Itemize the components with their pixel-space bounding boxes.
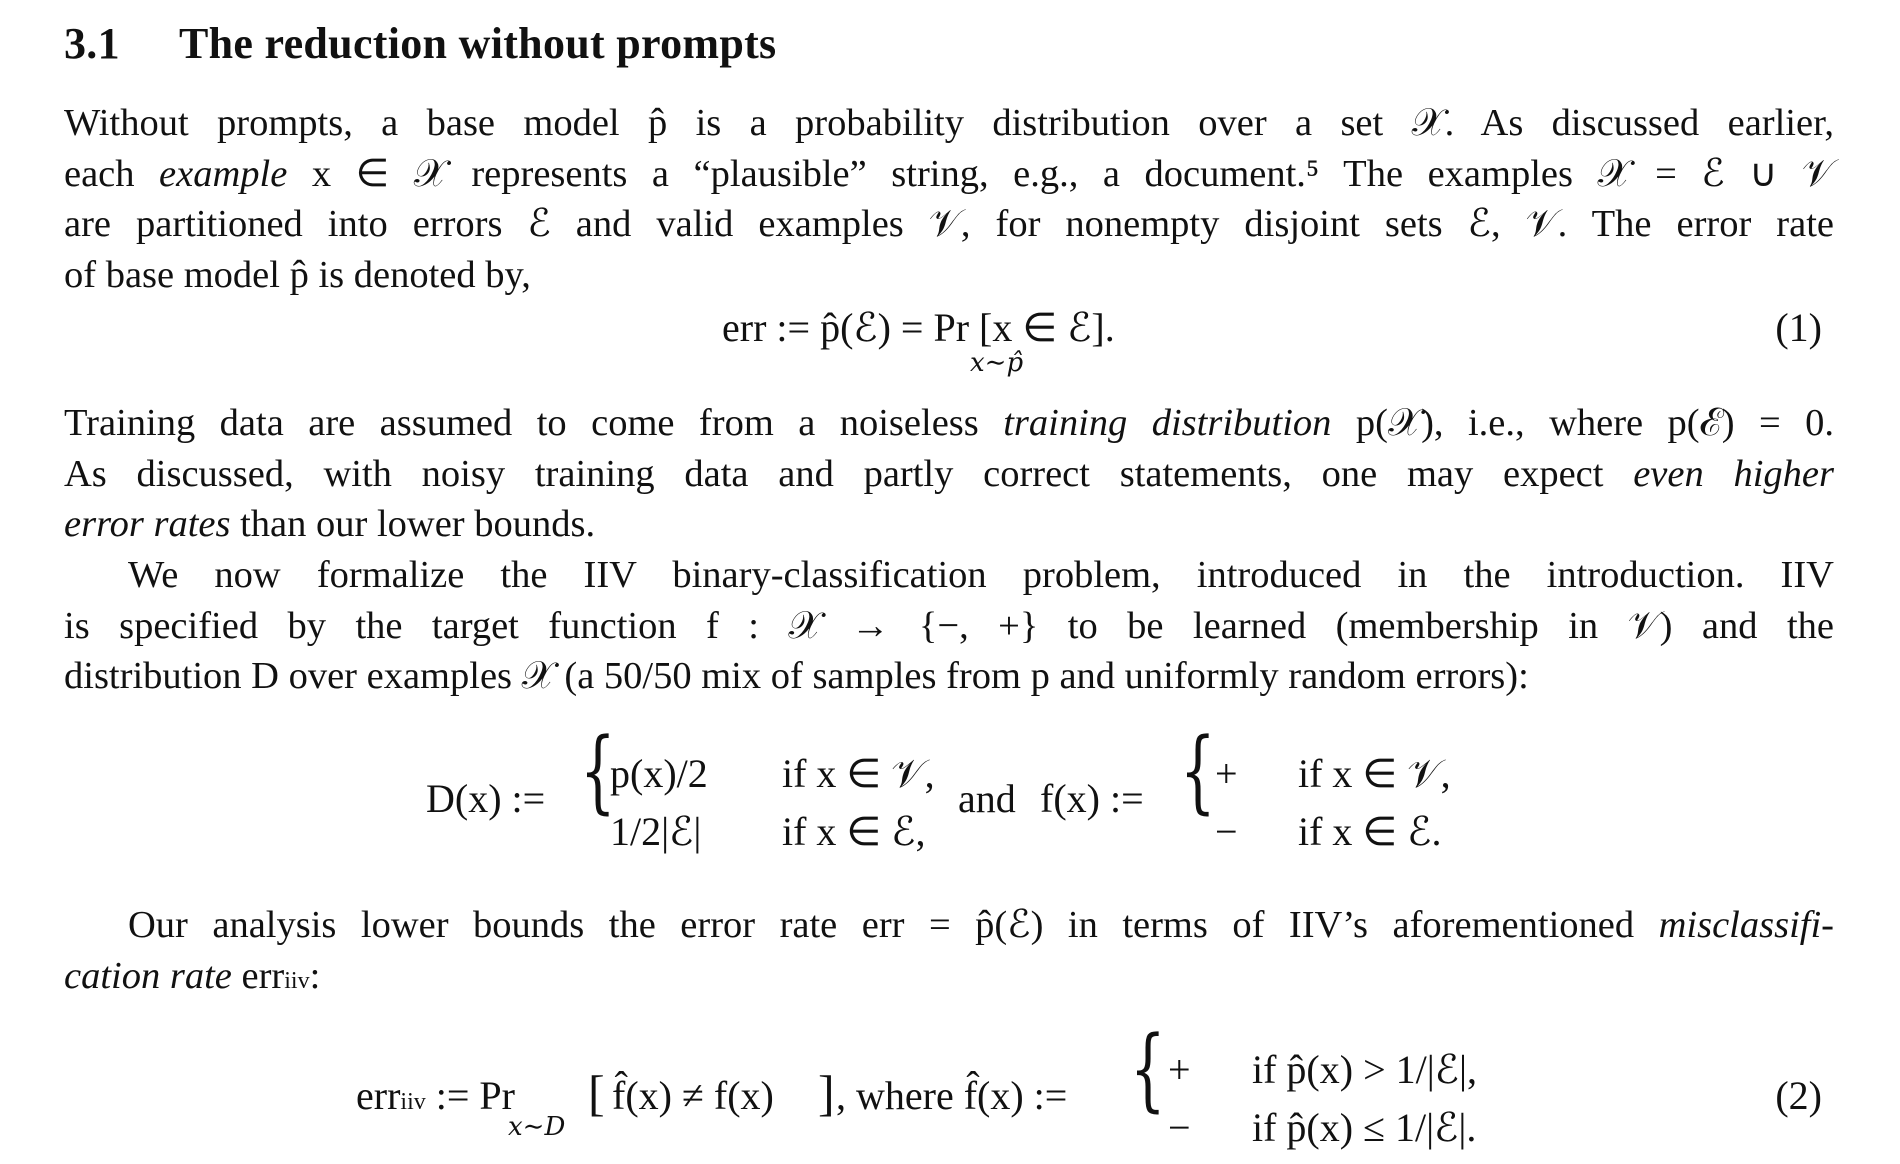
p3-line-3: distribution D over examples 𝒳 (a 50/50 mix of samples from p and uniformly random errors): — [64, 655, 1529, 697]
D-brace: { — [580, 720, 616, 825]
f-row2-value: − — [1215, 809, 1238, 854]
section-number: 3.1 — [64, 19, 120, 68]
section-title: The reduction without prompts — [179, 19, 777, 68]
fhat-brace: { — [1130, 1018, 1166, 1123]
p1-line-1: Without prompts, a base model p̂ is a probability distribution over a set 𝒳. As discussed earlier, — [64, 102, 1834, 144]
term-training-distribution: training distribution — [1003, 402, 1332, 444]
section-heading — [64, 18, 776, 69]
p2-line-3: error rates than our lower bounds. — [64, 503, 596, 545]
and-text: and — [958, 776, 1016, 821]
paragraph-4 — [64, 900, 1834, 1006]
p2-line-1: Training data are assumed to come from a noiseless training distribution p(𝒳), i.e., where p(ℰ) = 0. — [64, 402, 1834, 444]
D-lhs: D(x) := — [426, 776, 546, 821]
eq2-bracket-right: ] — [818, 1065, 835, 1121]
p2-line-2: As discussed, with noisy training data and partly correct statements, one may expect even higher — [64, 452, 1834, 495]
fhat-row1-cond: if p̂(x) > 1/|ℰ|, — [1252, 1047, 1477, 1092]
paragraph-3 — [64, 550, 1834, 702]
fhat-row2-cond: if p̂(x) ≤ 1/|ℰ|. — [1252, 1105, 1477, 1150]
eq2-number: (2) — [1775, 1073, 1822, 1118]
p1-line-4: of base model p̂ is denoted by, — [64, 253, 531, 296]
fhat-row1-value: + — [1168, 1047, 1191, 1092]
eq1-body: err := p̂(ℰ) = Pr [x ∈ ℰ]. — [722, 305, 1115, 350]
f-row1-value: + — [1215, 751, 1238, 796]
p4-line-2: cation rate erriiv: — [64, 954, 321, 997]
eq1-subscript: x∼p̂ — [970, 348, 1024, 378]
p1-line-2: each example x ∈ 𝒳 represents a “plausible” string, e.g., a document.⁵ The examples 𝒳 = ℰ ∪ 𝒱 — [64, 152, 1834, 195]
eq2-subscript: x∼D — [508, 1112, 566, 1142]
p4-line-1: Our analysis lower bounds the error rate err = p̂(ℰ) in terms of IIV’s aforementioned misclassifi- — [128, 904, 1834, 946]
eq2-where: , where f̂(x) := — [836, 1073, 1068, 1118]
D-row2-cond: if x ∈ ℰ, — [782, 809, 926, 854]
eq1-number: (1) — [1775, 305, 1822, 350]
eq2-bracket-left: [ — [588, 1065, 605, 1121]
f-lhs: f(x) := — [1040, 776, 1144, 821]
p3-line-2: is specified by the target function f : 𝒳 → {−, +} to be learned (membership in 𝒱) and the — [64, 604, 1834, 647]
D-row2-value: 1/2|ℰ| — [610, 809, 702, 854]
f-brace: { — [1180, 720, 1216, 825]
p3-line-1: We now formalize the IIV binary-classification problem, introduced in the introduction. IIV — [128, 554, 1834, 596]
fhat-row2-value: − — [1168, 1105, 1191, 1150]
eq2-body: f̂(x) ≠ f(x) — [612, 1073, 774, 1118]
f-row1-cond: if x ∈ 𝒱, — [1298, 751, 1451, 796]
eq2-lhs: erriiv := Pr — [356, 1073, 515, 1118]
f-row2-cond: if x ∈ ℰ. — [1298, 809, 1442, 854]
paragraph-2 — [64, 398, 1834, 550]
D-row1-value: p(x)/2 — [610, 751, 708, 796]
paragraph-1 — [64, 98, 1834, 300]
p1-line-3: are partitioned into errors ℰ and valid examples 𝒱, for nonempty disjoint sets ℰ, 𝒱. The error rate — [64, 203, 1834, 245]
term-example: example — [159, 152, 288, 195]
D-row1-cond: if x ∈ 𝒱, — [782, 751, 935, 796]
